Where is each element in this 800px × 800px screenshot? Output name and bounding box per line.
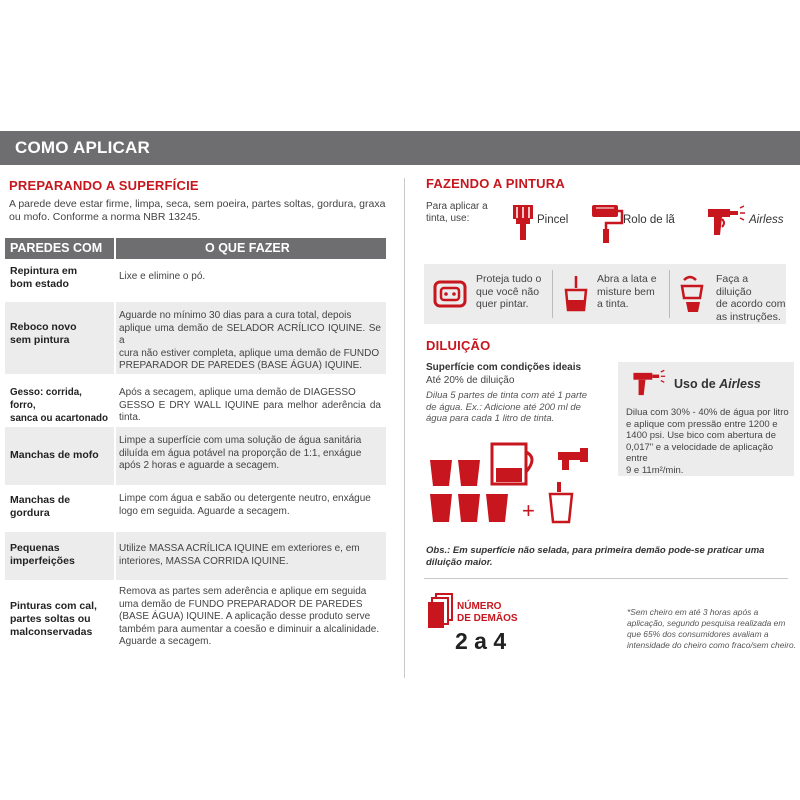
paint-can-icon <box>562 274 590 314</box>
tip-text: Faça a diluição de acordo com as instruções. <box>716 273 786 323</box>
row-label: Repintura em bom estado <box>10 265 78 290</box>
roller-icon <box>590 203 624 245</box>
spray-gun-icon <box>704 205 746 239</box>
airless-desc: Dilua com 30% - 40% de água por litro e aplique com pressão entre 1200 e 1400 psi. Use bico com abertura de 0,017" e a velocidade de aplicação entre 9 e 11m²/min. <box>626 407 789 476</box>
row-text: Aguarde no mínimo 30 dias para a cura total, depois aplique uma demão de SELADOR ACRÍLICO IQUINE. Se a cura não estiver completa, aplique uma demão de FUNDO PREPARADOR DE PAREDES (BASE ÁGUA) IQUINE. <box>119 310 381 371</box>
table-row <box>5 259 386 302</box>
plus-sign: + <box>522 498 535 523</box>
coats-label: NÚMERO DE DEMÃOS <box>457 601 518 624</box>
tool-label-brush: Pincel <box>537 214 569 226</box>
dilution-cups-illustration <box>426 438 596 528</box>
section-header <box>0 131 800 165</box>
row-label: Manchas de mofo <box>10 449 99 461</box>
tip-text: Abra a lata e misture bem a tinta. <box>597 273 657 310</box>
table-row <box>5 427 386 485</box>
airless-title: Uso de Airless <box>674 377 761 391</box>
outlet-cover-icon <box>432 276 468 312</box>
dilution-icon <box>678 274 708 314</box>
row-label: Gesso: corrida, forro, sanca ou acartonado <box>10 387 108 424</box>
tip-text: Proteja tudo o que você não quer pintar. <box>476 273 542 310</box>
row-text: Limpe com água e sabão ou detergente neutro, enxágue logo em seguida. Aguarde a secagem. <box>119 493 371 517</box>
spray-gun-icon <box>630 368 666 400</box>
dilution-title: DILUIÇÃO <box>426 338 491 353</box>
row-label: Manchas de gordura <box>10 494 71 519</box>
table-row <box>5 485 386 532</box>
col-walls: PAREDES COM <box>10 241 103 255</box>
dilution-pct: Até 20% de diluição <box>426 375 515 386</box>
intro-line: A parede deve estar firme, limpa, seca, sem poeira, partes soltas, gordura, graxa <box>9 198 386 210</box>
airless-box <box>618 362 794 476</box>
section-title: COMO APLICAR <box>15 138 150 157</box>
tips-box <box>424 264 786 324</box>
preparing-intro <box>9 198 389 223</box>
coats-value: 2 a 4 <box>455 628 507 654</box>
divider <box>424 578 788 579</box>
row-label: Pequenas imperfeições <box>10 542 75 567</box>
footnote: *Sem cheiro em até 3 horas após a aplicação, segundo pesquisa realizada em que 65% dos consumidores avaliam a intensidade do cheiro como fraco/sem cheiro. <box>627 607 796 650</box>
row-text: Remova as partes sem aderência e aplique em seguida uma demão de FUNDO PREPARADOR DE PAREDES (BASE ÁGUA) IQUINE. A aplicação desse produto serve também para aumentar a coesão e diminuir a alcalinidade. Aguarde a secagem. <box>119 586 380 647</box>
table-row <box>5 302 386 374</box>
painting-title: FAZENDO A PINTURA <box>426 176 565 191</box>
row-label: Pinturas com cal, partes soltas ou malconservadas <box>10 600 97 638</box>
table-row <box>5 532 386 580</box>
row-text: Após a secagem, aplique uma demão de DIAGESSO GESSO E DRY WALL IQUINE para melhor aderência da tinta. <box>119 387 381 423</box>
preparing-title: PREPARANDO A SUPERFÍCIE <box>9 178 199 193</box>
intro-line: ou mofo. Conforme a norma NBR 13245. <box>9 210 201 223</box>
column-divider <box>404 178 405 678</box>
row-text: Lixe e elimine o pó. <box>119 271 206 282</box>
layers-icon <box>426 592 454 632</box>
brush-icon <box>510 203 536 243</box>
row-text: Limpe a superfície com uma solução de água sanitária diluída em água potável na proporção de 1:1, enxágue após 2 horas e aguarde a secagem. <box>119 435 362 471</box>
table-row <box>5 580 386 662</box>
apply-label: Para aplicar a tinta, use: <box>426 201 488 224</box>
table-row <box>5 374 386 427</box>
tool-label-roller: Rolo de lã <box>623 214 675 226</box>
dilution-subtitle: Superfície com condições ideais <box>426 362 582 373</box>
tool-label-airless: Airless <box>749 214 784 226</box>
obs-note: Obs.: Em superfície não selada, para primeira demão pode-se praticar uma diluição maior. <box>426 545 765 568</box>
col-what-to-do: O QUE FAZER <box>205 241 290 255</box>
dilution-desc: Dilua 5 partes de tinta com até 1 parte de água. Ex.: Adicione até 200 ml de água para cada 1 litro de tinta. <box>426 390 588 424</box>
row-label: Reboco novo sem pintura <box>10 321 77 346</box>
row-text: Utilize MASSA ACRÍLICA IQUINE em exteriores e, em interiores, MASSA CORRIDA IQUINE. <box>119 543 360 567</box>
table-header <box>5 238 386 259</box>
